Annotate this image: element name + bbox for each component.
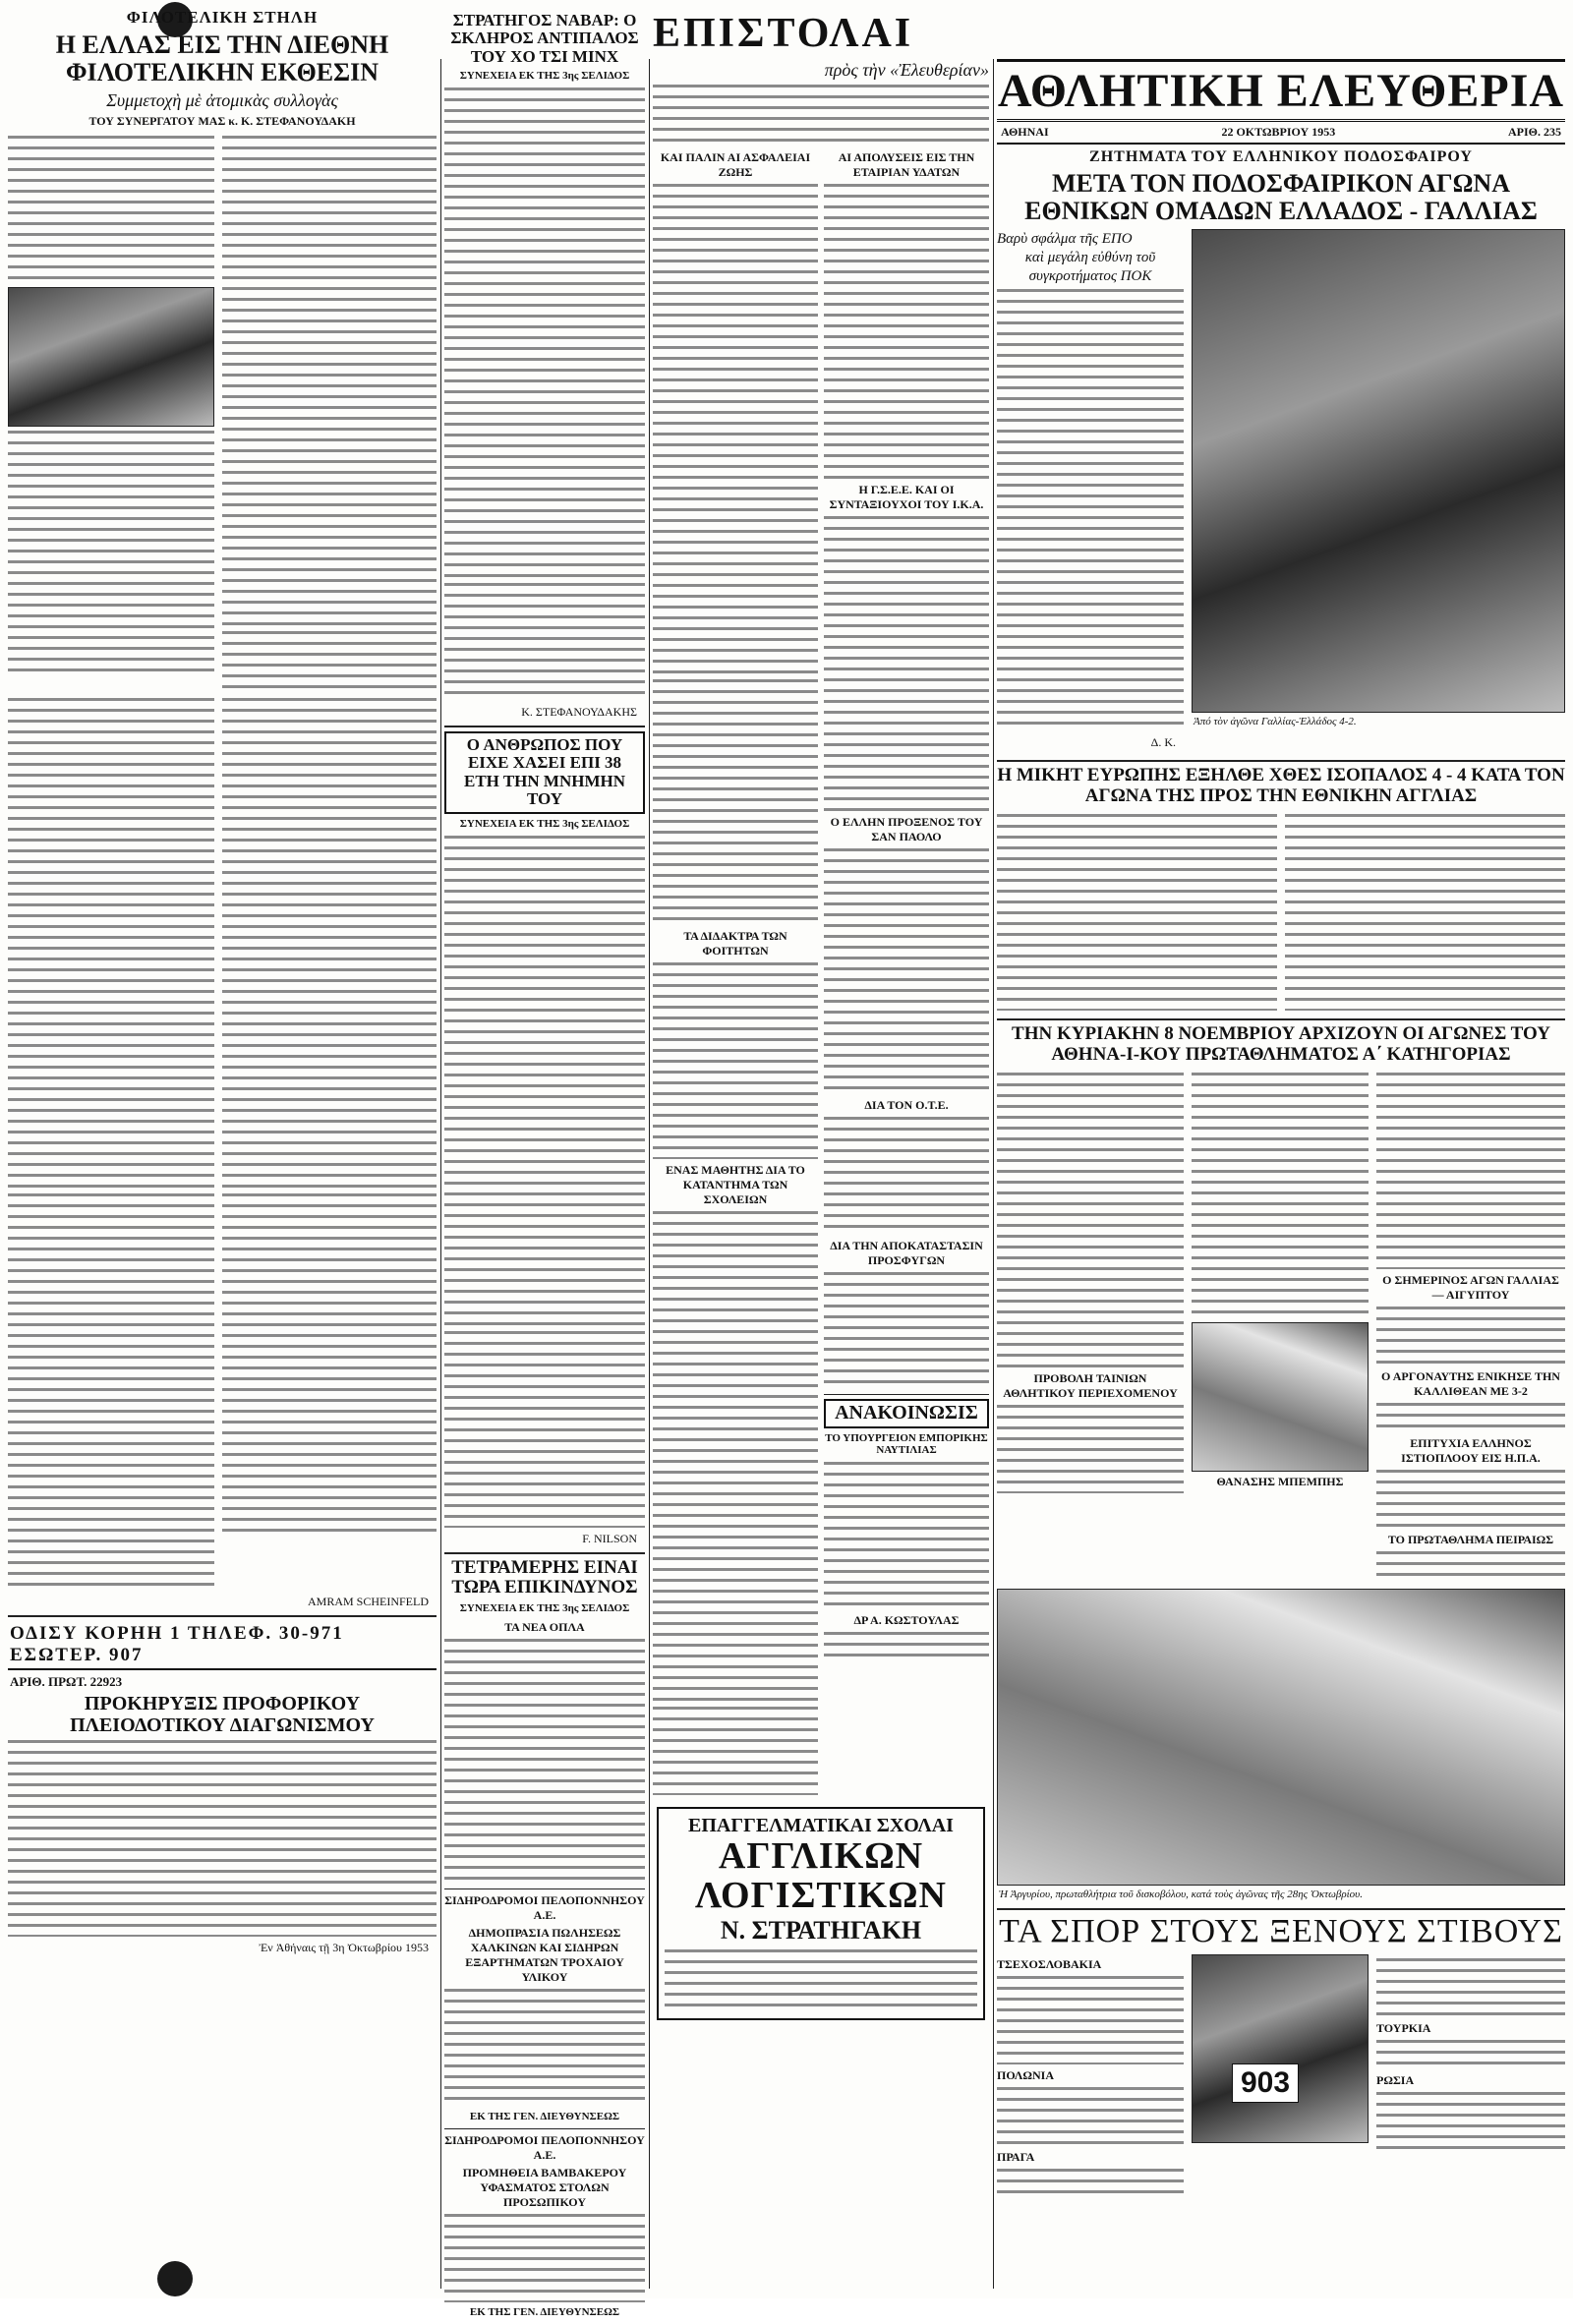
divider	[8, 1615, 437, 1617]
article-signature: AMRAM SCHEINFELD	[307, 1595, 429, 1609]
article-body	[1376, 1551, 1565, 1581]
article-body	[444, 1639, 645, 1885]
football-photo	[1192, 229, 1565, 713]
article-body	[1376, 1958, 1565, 2017]
article-body	[8, 136, 214, 283]
masthead-issue: ΑΡΙΘ. 235	[1508, 125, 1561, 139]
notice-signature: Ἐν Ἀθήναις τῇ 3η Ὀκτωβρίου 1953	[259, 1941, 429, 1955]
article-body	[444, 87, 645, 579]
article-headline: Ο ΑΝΘΡΩΠΟΣ ΠΟΥ ΕΙΧΕ ΧΑΣΕΙ ΕΠΙ 38 ΕΤΗ ΤΗΝ ΜΝΗΜΗΝ ΤΟΥ	[444, 731, 645, 813]
article-body	[1376, 2092, 1565, 2151]
letter-title: ΚΑΙ ΠΑΛΙΝ ΑΙ ΑΣΦΑΛΕΙΑΙ ΖΩΗΣ	[660, 150, 811, 180]
photo-caption: Ἡ Ἀργυρίου, πρωταθλήτρια τοῦ δισκοβόλου, κατά τοὺς ἀγῶνας τῆς 28ης Ὀκτωβρίου.	[999, 1888, 1363, 1901]
article-byline: ΤΟΥ ΣΥΝΕΡΓΑΤΟΥ ΜΑΣ κ. Κ. ΣΤΕΦΑΝΟΥΔΑΚΗ	[88, 114, 356, 129]
continuation-note: ΣΥΝΕΧΕΙΑ ΕΚ ΤΗΣ 3ης ΣΕΛΙΔΟΣ	[459, 817, 630, 830]
article-body	[997, 2169, 1184, 2198]
doctor-ad-body	[824, 1632, 989, 1661]
notice-headline: ΠΡΟΚΗΡΥΞΙΣ ΠΡΟΦΟΡΙΚΟΥ ΠΛΕΙΟΔΟΤΙΚΟΥ ΔΙΑΓΩΝΙΣΜΟΥ	[70, 1693, 375, 1736]
announcement-body	[824, 1462, 989, 1609]
column-sports	[997, 59, 1565, 2202]
letter-title: ΤΑ ΔΙΔΑΚΤΡΑ ΤΩΝ ΦΟΙΤΗΤΩΝ	[683, 929, 787, 959]
letter-body	[824, 1117, 989, 1235]
notice-body	[8, 1740, 437, 1937]
article-body	[222, 631, 437, 690]
article-subhead: καὶ μεγάλη εὐθύνη τοῦ	[1024, 250, 1156, 266]
masthead-city: ΑΘΗΝΑΙ	[1001, 125, 1049, 139]
notice-subtitle: ΔΗΜΟΠΡΑΣΙΑ ΠΩΛΗΣΕΩΣ ΧΑΛΚΙΝΩΝ ΚΑΙ ΣΙΔΗΡΩΝ ΕΞΑΡΤΗΜΑΤΩΝ ΤΡΟΧΑΙΟΥ ΥΛΙΚΟΥ	[465, 1925, 624, 1984]
column-rule	[440, 59, 441, 2289]
box-headline: Ο ΑΡΓΟΝΑΥΤΗΣ ΕΝΙΚΗΣΕ ΤΗΝ ΚΑΛΛΙΘΕΑΝ ΜΕ 3-2	[1381, 1369, 1560, 1399]
article-headline: ΤΗΝ ΚΥΡΙΑΚΗΝ 8 ΝΟΕΜΒΡΙΟΥ ΑΡΧΙΖΟΥΝ ΟΙ ΑΓΩΝΕΣ ΤΟΥ ΑΘΗΝΑ-Ι-ΚΟΥ ΠΡΩΤΑΘΛΗΜΑΤΟΣ Α΄ ΚΑΤΗΓΟΡΙΑΣ	[1012, 1023, 1550, 1065]
box-headline: Ο ΣΗΜΕΡΙΝΟΣ ΑΓΩΝ ΓΑΛΛΙΑΣ — ΑΙΓΥΠΤΟΥ	[1382, 1273, 1559, 1303]
notice-title: ΣΙΔΗΡΟΔΡΟΜΟΙ ΠΕΛΟΠΟΝΝΗΣΟΥ Α.Ε.	[444, 1892, 645, 1922]
letter-body	[824, 1272, 989, 1390]
article-subhead: συγκροτήματος ΠΟΚ	[1028, 268, 1152, 285]
article-headline: ΤΑ ΣΠΟΡ ΣΤΟΥΣ ΞΕΝΟΥΣ ΣΤΙΒΟΥΣ	[999, 1912, 1563, 1949]
letter-title: ΕΝΑΣ ΜΑΘΗΤΗΣ ΔΙΑ ΤΟ ΚΑΤΑΝΤΗΜΑ ΤΩΝ ΣΧΟΛΕΙΩΝ	[666, 1163, 805, 1207]
masthead-info	[997, 122, 1565, 145]
notice-body	[444, 2214, 645, 2302]
sports-masthead: ΑΘΛΗΤΙΚΗ ΕΛΕΥΘΕΡΙΑ	[997, 59, 1565, 122]
ad-top-line: ΕΠΑΓΓΕΛΜΑΤΙΚΑΙ ΣΧΟΛΑΙ	[688, 1815, 954, 1837]
article-headline: ΣΤΡΑΤΗΓΟΣ ΝΑΒΑΡ: Ο ΣΚΛΗΡΟΣ ΑΝΤΙΠΑΛΟΣ ΤΟΥ ΧΟ ΤΣΙ ΜΙΝΧ	[450, 11, 639, 66]
letter-title: ΑΙ ΑΠΟΛΥΣΕΙΣ ΕΙΣ ΤΗΝ ΕΤΑΙΡΙΑΝ ΥΔΑΤΩΝ	[838, 150, 975, 180]
notice-banner: ΟΔΙΣΥ ΚΟΡΗΗ 1 ΤΗΛΕΦ. 30-971 ΕΣΩΤΕΡ. 907	[8, 1621, 437, 1670]
article-body	[1376, 2040, 1565, 2069]
article-headline: ΜΕΤΑ ΤΟΝ ΠΟΔΟΣΦΑΙΡΙΚΟΝ ΑΓΩΝΑ ΕΘΝΙΚΩΝ ΟΜΑΔΩΝ ΕΛΛΑΔΟΣ - ΓΑΛΛΙΑΣ	[1024, 169, 1538, 226]
letter-title: ΔΙΑ ΤΗΝ ΑΠΟΚΑΤΑΣΤΑΣΙΝ ΠΡΟΣΦΥΓΩΝ	[830, 1239, 983, 1268]
column-rule	[649, 59, 650, 2289]
divider	[824, 1394, 989, 1395]
article-body	[8, 698, 214, 1190]
letter-body	[824, 516, 989, 811]
letter-body	[653, 1707, 818, 1795]
article-body	[997, 1073, 1184, 1367]
box-headline: ΕΠΙΤΥΧΙΑ ΕΛΛΗΝΟΣ ΙΣΤΙΟΠΛΟΟΥ ΕΙΣ Η.Π.Α.	[1401, 1436, 1541, 1466]
punch-hole	[157, 2261, 193, 2296]
letter-body	[824, 848, 989, 1094]
masthead-date: 22 ΟΚΤΩΒΡΙΟΥ 1953	[1221, 125, 1336, 139]
letter-body	[653, 1211, 818, 1703]
article-subhead: Βαρὺ σφάλμα τῆς ΕΠΟ	[997, 231, 1133, 248]
notice-protocol: ΑΡΙΘ. ΠΡΩΤ. 22923	[10, 1674, 123, 1690]
article-headline: Η ΕΛΛΑΣ ΕΙΣ ΤΗΝ ΔΙΕΘΝΗ ΦΙΛΟΤΕΛΙΚΗΝ ΕΚΘΕΣΙΝ	[55, 30, 389, 87]
athlete-portrait	[1192, 1322, 1369, 1472]
photo-caption: Ἀπό τὸν ἀγῶνα Γαλλίας-Ἑλλάδος 4-2.	[1194, 716, 1357, 728]
article-body	[997, 2087, 1184, 2146]
notice-signature: ΕΚ ΤΗΣ ΓΕΝ. ΔΙΕΥΘΥΝΣΕΩΣ	[469, 2305, 620, 2318]
article-headline: ΤΕΤΡΑΜΕΡΗΣ ΕΙΝΑΙ ΤΩΡΑ ΕΠΙΚΙΝΔΥΝΟΣ	[451, 1556, 638, 1598]
school-advertisement	[657, 1807, 985, 2020]
article-signature: F. NILSON	[582, 1531, 637, 1545]
article-body	[1192, 1073, 1369, 1318]
article-body	[444, 1331, 645, 1528]
divider	[997, 760, 1565, 762]
athletics-photo	[997, 1589, 1565, 1886]
section-subhead: πρὸς τὴν «Ἐλευθερίαν»	[824, 60, 989, 81]
article-body	[8, 1193, 214, 1587]
column-features	[444, 8, 645, 2324]
article-body	[222, 698, 437, 1190]
ad-main-line: ΑΓΓΛΙΚΩΝ ΛΟΓΙΣΤΙΚΩΝ	[695, 1835, 947, 1917]
column-philately	[8, 8, 437, 1961]
country-heading: ΤΟΥΡΚΙΑ	[1376, 2020, 1431, 2035]
ad-body	[665, 1949, 977, 2008]
divider	[444, 2128, 645, 2129]
article-body	[997, 289, 1184, 731]
announcement-headline: ΑΝΑΚΟΙΝΩΣΙΣ	[824, 1399, 989, 1428]
article-body	[1376, 1470, 1565, 1529]
article-body	[8, 431, 214, 676]
letter-title: Η Γ.Σ.Ε.Ε. ΚΑΙ ΟΙ ΣΥΝΤΑΞΙΟΥΧΟΙ ΤΟΥ Ι.Κ.Α.	[829, 483, 984, 512]
section-kicker: ΖΗΤΗΜΑΤΑ ΤΟΥ ΕΛΛΗΝΙΚΟΥ ΠΟΔΟΣΦΑΙΡΟΥ	[1089, 148, 1473, 165]
divider	[444, 1888, 645, 1889]
country-heading: ΠΟΛΩΝΙΑ	[997, 2067, 1055, 2082]
divider	[997, 1908, 1565, 1910]
continuation-note: ΣΥΝΕΧΕΙΑ ΕΚ ΤΗΣ 3ης ΣΕΛΙΔΟΣ	[459, 1601, 630, 1614]
column-rule	[993, 59, 994, 2289]
article-subhead: Συμμετοχὴ μὲ ἀτομικὰς συλλογὰς	[106, 90, 338, 111]
article-body	[444, 836, 645, 1327]
runner-photo	[1192, 1954, 1369, 2143]
divider	[444, 726, 645, 727]
continuation-note: ΣΥΝΕΧΕΙΑ ΕΚ ΤΗΣ 3ης ΣΕΛΙΔΟΣ	[459, 70, 630, 83]
author-portrait	[8, 287, 214, 427]
box-headline: ΠΡΟΒΟΛΗ ΤΑΙΝΙΩΝ ΑΘΛΗΤΙΚΟΥ ΠΕΡΙΕΧΟΜΕΝΟΥ	[1003, 1371, 1178, 1401]
letter-body	[824, 184, 989, 479]
article-signature: Δ. Κ.	[1150, 735, 1176, 750]
article-body	[1376, 1307, 1565, 1365]
article-subhead: ΤΑ ΝΕΑ ΟΠΛΑ	[504, 1619, 585, 1634]
doctor-ad: ΔΡ Α. ΚΩΣΤΟΥΛΑΣ	[853, 1612, 960, 1627]
article-body	[997, 814, 1277, 1011]
notice-subtitle: ΠΡΟΜΗΘΕΙΑ ΒΑΜΒΑΚΕΡΟΥ ΥΦΑΣΜΑΤΟΣ ΣΤΟΛΩΝ ΠΡΟΣΩΠΙΚΟΥ	[462, 2165, 627, 2209]
section-kicker: ΦΙΛΟΤΕΛΙΚΗ ΣΤΗΛΗ	[126, 8, 319, 27]
article-body	[997, 1976, 1184, 2064]
notice-body	[444, 1989, 645, 2107]
notice-signature: ΕΚ ΤΗΣ ΓΕΝ. ΔΙΕΥΘΥΝΣΕΩΣ	[469, 2110, 620, 2122]
divider	[997, 1018, 1565, 1020]
article-body	[222, 136, 437, 627]
section-headline: ΕΠΙΣΤΟΛΑΙ	[653, 11, 914, 56]
article-body	[222, 1193, 437, 1538]
article-body	[997, 1405, 1184, 1493]
country-heading: ΤΣΕΧΟΣΛΟΒΑΚΙΑ	[997, 1956, 1102, 1971]
intro-body	[653, 85, 989, 144]
ad-name-line: Ν. ΣΤΡΑΤΗΓΑΚΗ	[720, 1916, 922, 1946]
letter-body	[653, 962, 818, 1159]
letter-body	[653, 679, 818, 925]
letter-title: ΔΙΑ ΤΟΝ Ο.Τ.Ε.	[864, 1098, 949, 1113]
portrait-name: ΘΑΝΑΣΗΣ ΜΠΕΜΠΗΣ	[1216, 1475, 1344, 1489]
letter-title: Ο ΕΛΛΗΝ ΠΡΟΞΕΝΟΣ ΤΟΥ ΣΑΝ ΠΑΟΛΟ	[830, 815, 983, 844]
announcement-subhead: ΤΟ ΥΠΟΥΡΓΕΙΟΝ ΕΜΠΟΡΙΚΗΣ ΝΑΥΤΙΛΙΑΣ	[825, 1431, 988, 1456]
article-body	[444, 583, 645, 701]
letter-body	[653, 184, 818, 675]
divider	[444, 1552, 645, 1554]
article-body	[1376, 1403, 1565, 1432]
box-headline: ΤΟ ΠΡΩΤΑΘΛΗΜΑ ΠΕΙΡΑΙΩΣ	[1387, 1533, 1554, 1547]
article-body	[1285, 814, 1565, 1011]
article-body	[1376, 1073, 1565, 1269]
article-headline: Η ΜΙΚΗΤ ΕΥΡΩΠΗΣ ΕΞΗΛΘΕ ΧΘΕΣ ΙΣΟΠΑΛΟΣ 4 - 4 ΚΑΤΑ ΤΟΝ ΑΓΩΝΑ ΤΗΣ ΠΡΟΣ ΤΗΝ ΕΘΝΙΚΗΝ ΑΓΓΛΙΑΣ	[997, 765, 1565, 806]
country-heading: ΠΡΑΓΑ	[997, 2149, 1035, 2164]
notice-title: ΣΙΔΗΡΟΔΡΟΜΟΙ ΠΕΛΟΠΟΝΝΗΣΟΥ Α.Ε.	[444, 2132, 645, 2162]
race-bib: 903	[1232, 2063, 1299, 2103]
article-signature: Κ. ΣΤΕΦΑΝΟΥΔΑΚΗΣ	[521, 705, 637, 720]
country-heading: ΡΩΣΙΑ	[1376, 2072, 1415, 2087]
column-letters	[653, 8, 989, 2028]
